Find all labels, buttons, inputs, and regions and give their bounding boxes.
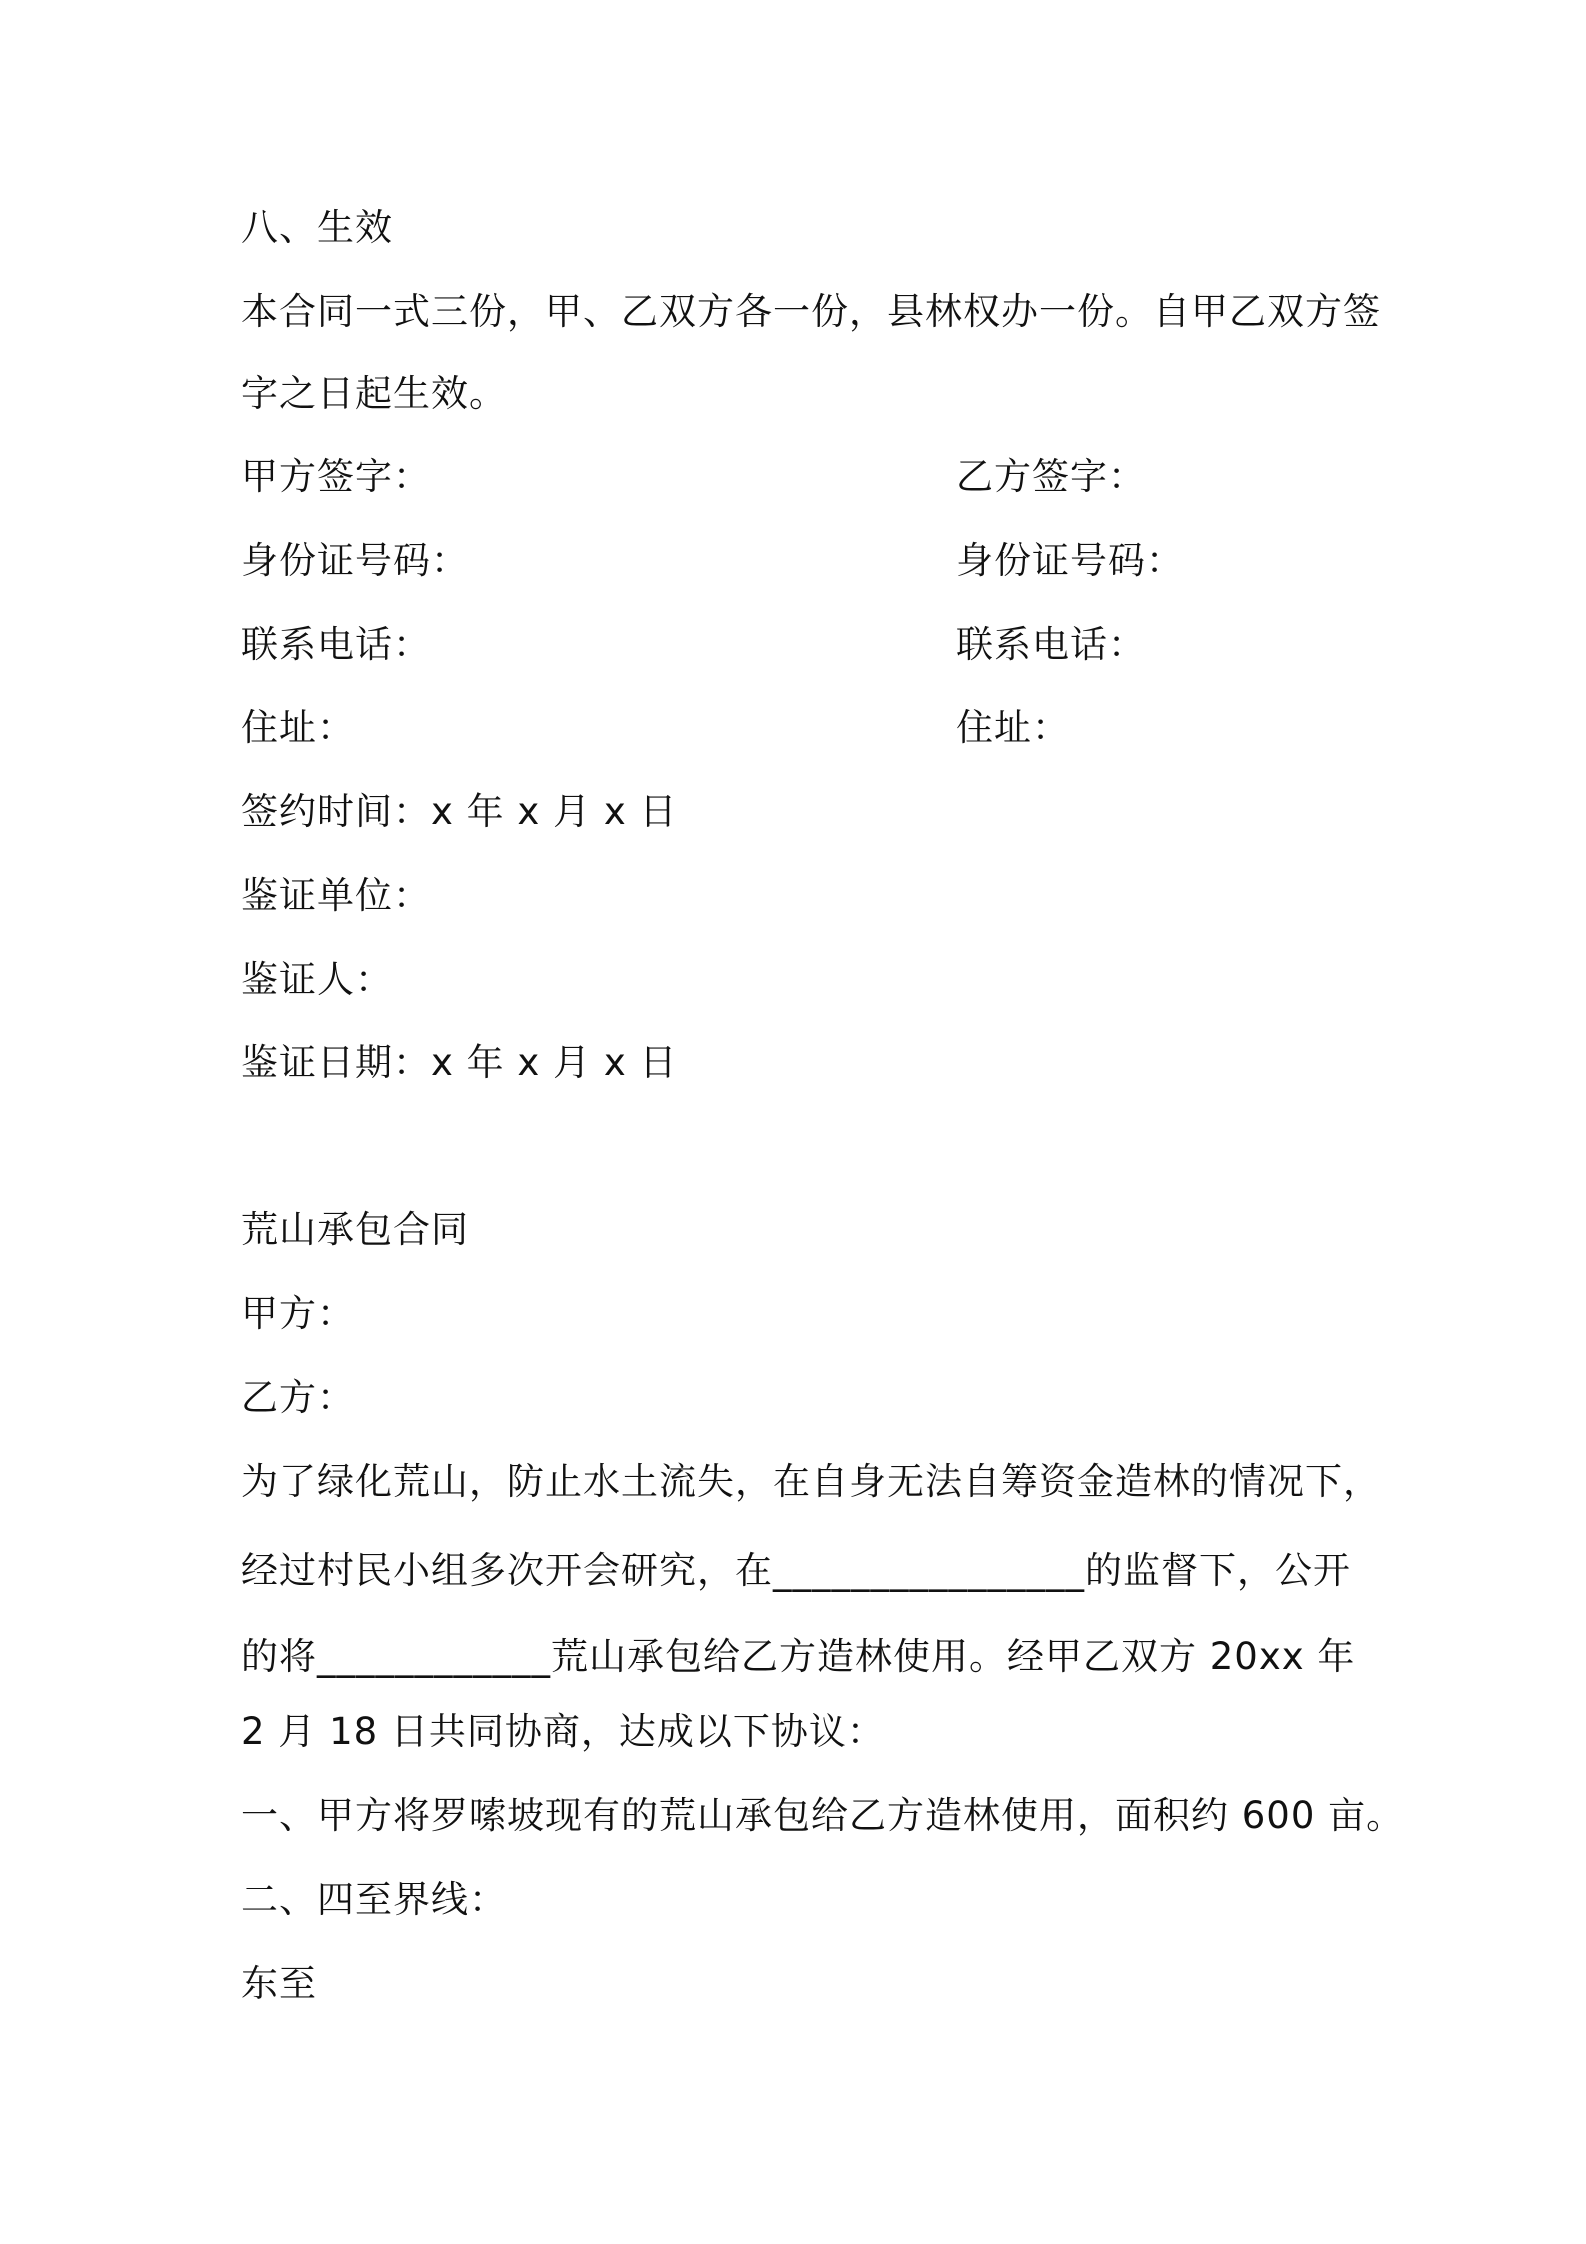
party-b-phone-label: 联系电话： xyxy=(956,623,1146,666)
witness-date-line: 鉴证日期：x 年 x 月 x 日 xyxy=(241,1041,678,1084)
contract-party-a: 甲方： xyxy=(241,1292,355,1335)
party-b-address-label: 住址： xyxy=(956,706,1070,749)
witness-person-label: 鉴证人： xyxy=(241,958,393,1001)
party-b-signature-label: 乙方签字： xyxy=(956,455,1146,498)
sign-date-line: 签约时间：x 年 x 月 x 日 xyxy=(241,790,678,833)
party-a-phone-label: 联系电话： xyxy=(241,623,431,666)
section-eight-heading: 八、生效 xyxy=(241,206,393,249)
section-eight-body-line-2: 字之日起生效。 xyxy=(241,372,507,415)
intro-line-1: 为了绿化荒山，防止水土流失，在自身无法自筹资金造林的情况下， xyxy=(241,1460,1381,1503)
clause-two: 二、四至界线： xyxy=(241,1878,507,1921)
contract-party-b: 乙方： xyxy=(241,1376,355,1419)
clause-two-east: 东至 xyxy=(241,1962,317,2005)
intro-line-2: 经过村民小组多次开会研究，在________________的监督下，公开 xyxy=(241,1549,1351,1592)
party-b-id-label: 身份证号码： xyxy=(956,539,1184,582)
intro-line-4: 2 月 18 日共同协商，达成以下协议： xyxy=(241,1710,885,1753)
section-eight-body-line-1: 本合同一式三份，甲、乙双方各一份，县林权办一份。自甲乙双方签 xyxy=(241,290,1381,333)
party-a-signature-label: 甲方签字： xyxy=(241,455,431,498)
party-a-id-label: 身份证号码： xyxy=(241,539,469,582)
clause-one: 一、甲方将罗嗦坡现有的荒山承包给乙方造林使用，面积约 600 亩。 xyxy=(241,1794,1405,1837)
intro-line-3: 的将____________荒山承包给乙方造林使用。经甲乙双方 20xx 年 xyxy=(241,1635,1356,1678)
witness-unit-label: 鉴证单位： xyxy=(241,874,431,917)
contract-title: 荒山承包合同 xyxy=(241,1208,469,1251)
party-a-address-label: 住址： xyxy=(241,706,355,749)
